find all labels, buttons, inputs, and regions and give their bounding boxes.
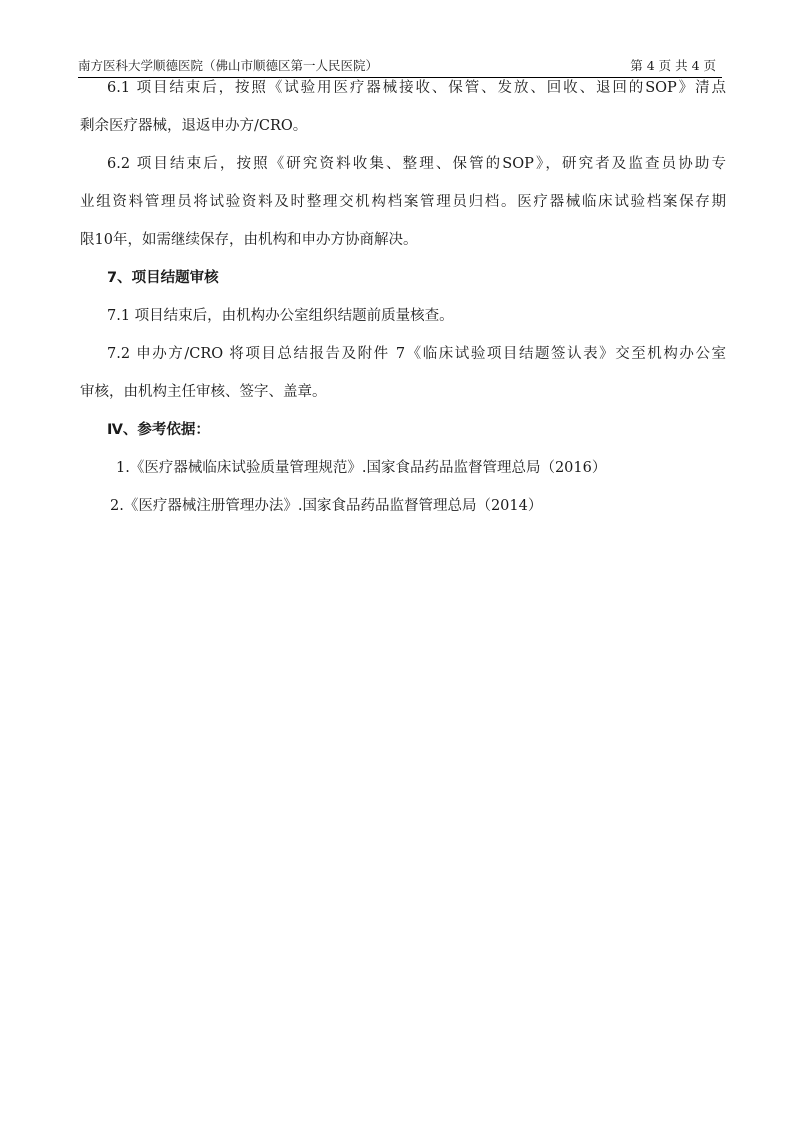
section-6-1-line-2: 剩余医疗器械，退返申办方/CRO。 (80, 118, 308, 134)
section-7-2-line-2: 审核，由机构主任审核、签字、盖章。 (80, 384, 327, 400)
references-heading: Ⅳ、参考依据： (107, 422, 210, 438)
hospital-name: 南方医科大学顺德医院（佛山市顺德区第一人民医院） (78, 58, 379, 73)
section-6-2-line-3: 限10年，如需继续保存，由机构和申办方协商解决。 (80, 232, 418, 248)
section-7-heading: 7、项目结题审核 (107, 270, 219, 286)
section-6-2-line-1: 6.2 项目结束后，按照《研究资料收集、整理、保管的SOP》，研究者及监查员协助专 (107, 156, 726, 172)
reference-item-1: 1.《医疗器械临床试验质量管理规范》.国家食品药品监督管理总局（2016） (116, 460, 607, 476)
page-header (78, 55, 722, 78)
page-number: 第 4 页 共 4 页 (630, 58, 716, 73)
section-6-2-line-2: 业组资料管理员将试验资料及时整理交机构档案管理员归档。医疗器械临床试验档案保存期 (80, 194, 726, 210)
section-7-1: 7.1 项目结束后，由机构办公室组织结题前质量核查。 (107, 308, 454, 324)
reference-item-2: 2.《医疗器械注册管理办法》.国家食品药品监督管理总局（2014） (110, 498, 543, 514)
section-6-1-line-1: 6.1 项目结束后，按照《试验用医疗器械接收、保管、发放、回收、退回的SOP》清点 (107, 80, 726, 96)
section-7-2-line-1: 7.2 申办方/CRO 将项目总结报告及附件 7《临床试验项目结题签认表》交至机构办公室 (107, 346, 726, 362)
